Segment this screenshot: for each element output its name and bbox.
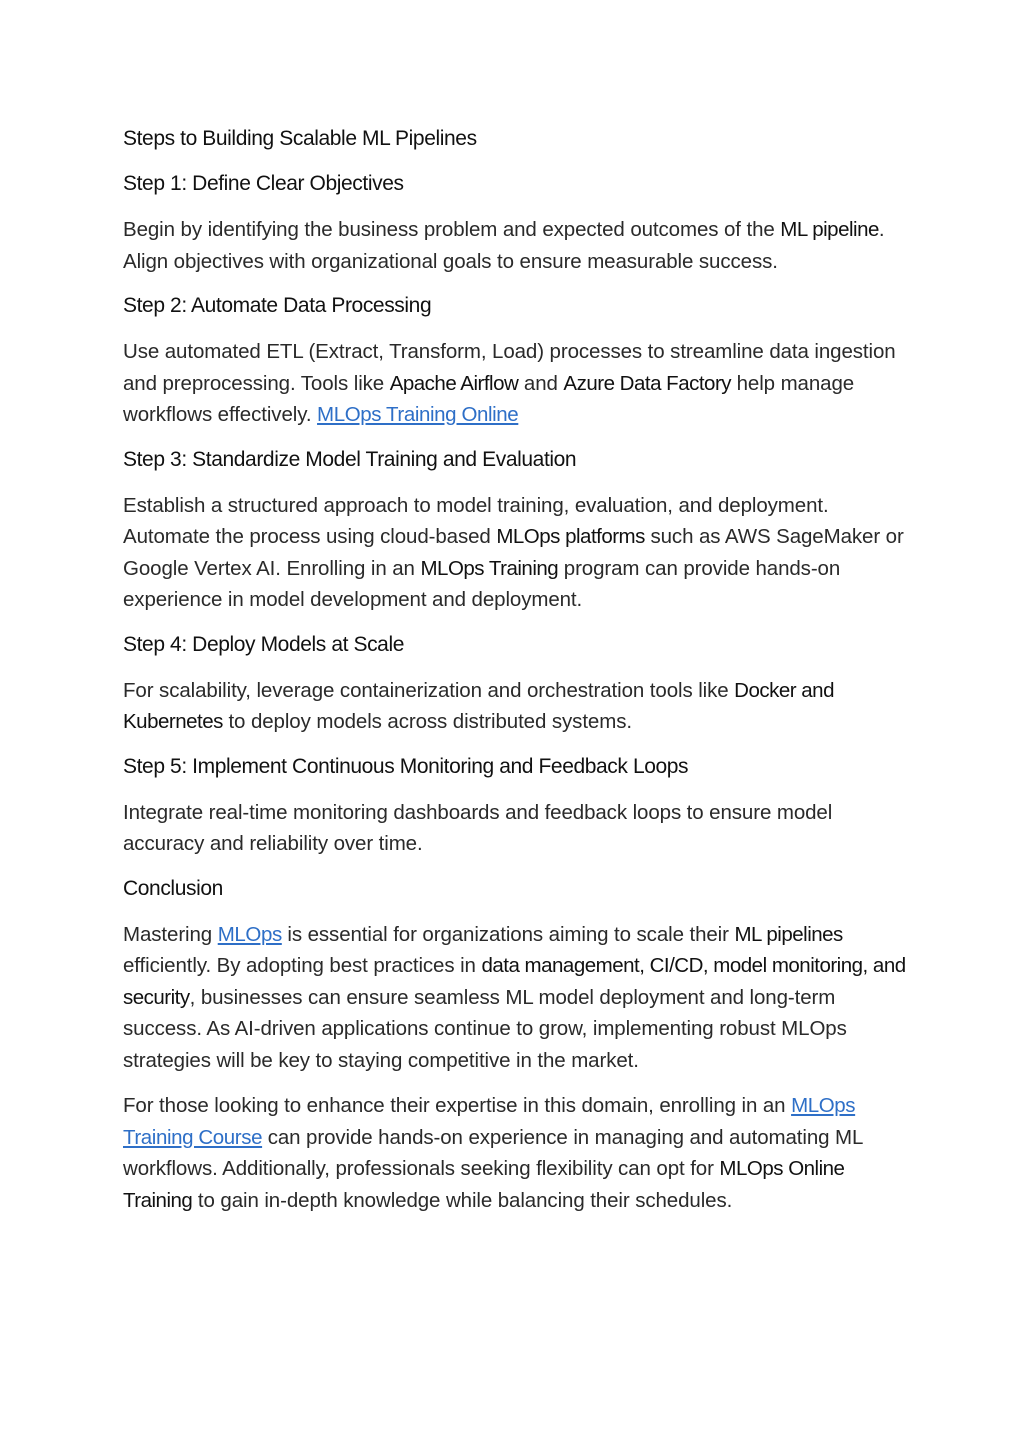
step-4-heading: Step 4: Deploy Models at Scale	[123, 632, 404, 656]
conclusion-emphasis-best-practices: data management, CI/CD, model monitoring, and security	[123, 954, 906, 1009]
step-1-text-b: . Align objectives with organizational goals to ensure measurable success.	[123, 218, 885, 273]
step-1-emphasis-ml-pipeline: ML pipeline	[780, 218, 879, 241]
step-3-text-a: Establish a structured approach to model training, evaluation, and deployment. Automate the process using cloud-based	[123, 493, 829, 548]
mlops-training-online-link[interactable]: MLOps Training Online	[317, 403, 519, 426]
step-2-text-c: help manage workflows effectively.	[123, 371, 855, 426]
conclusion2-text-a: For those looking to enhance their expertise in this domain, enrolling in an	[123, 1094, 792, 1117]
step-3-heading: Step 3: Standardize Model Training and Evaluation	[123, 447, 577, 471]
step-5-heading: Step 5: Implement Continuous Monitoring and Feedback Loops	[123, 754, 689, 778]
step-4-text-a: For scalability, leverage containerization and orchestration tools like	[123, 678, 735, 702]
document-title: Steps to Building Scalable ML Pipelines	[123, 127, 477, 150]
step-2-text-b: and	[518, 371, 564, 395]
step-4-text-b: to deploy models across distributed systems.	[222, 710, 632, 733]
step-2-text-a: Use automated ETL (Extract, Transform, Load) processes to streamline data ingestion and preprocessing. Tools like	[123, 340, 896, 395]
conclusion2-text-c: to gain in-depth knowledge while balancing their schedules.	[192, 1188, 733, 1212]
conclusion-paragraph-1	[123, 919, 913, 1077]
step-1-paragraph	[123, 214, 913, 277]
step-2-heading: Step 2: Automate Data Processing	[123, 294, 432, 317]
conclusion-text-d: , businesses can ensure seamless ML model deployment and long-term success. As AI-driven applications continue to grow, implementing robust MLOps strategies will be key to staying competitive in the market.	[123, 985, 847, 1072]
conclusion-text-a: Mastering	[123, 922, 218, 946]
step-3-paragraph	[123, 490, 913, 616]
conclusion-emphasis-mlops-online-training: MLOps Online Training	[123, 1157, 845, 1212]
conclusion-heading: Conclusion	[123, 876, 223, 900]
step-3-emphasis-mlops-platforms: MLOps platforms	[496, 525, 645, 548]
conclusion-text-b: is essential for organizations aiming to scale their	[281, 922, 735, 946]
document-page	[123, 124, 913, 1230]
step-1-text-a: Begin by identifying the business problem and expected outcomes of the	[123, 218, 781, 241]
conclusion-text-c: efficiently. By adopting best practices in	[123, 954, 482, 977]
step-3-text-c: program can provide hands-on experience in model development and deployment.	[123, 556, 841, 611]
step-3-text-b: such as AWS SageMaker or Google Vertex AI. Enrolling in an	[123, 525, 904, 580]
conclusion-paragraph-2	[123, 1090, 913, 1216]
step-1-heading: Step 1: Define Clear Objectives	[123, 172, 404, 195]
step-5-paragraph: Integrate real-time monitoring dashboards and feedback loops to ensure model accuracy and reliability over time.	[123, 800, 833, 855]
conclusion-emphasis-ml-pipelines: ML pipelines	[734, 922, 843, 946]
step-3-emphasis-mlops-training: MLOps Training	[420, 556, 559, 580]
mlops-training-course-link[interactable]: MLOps Training Course	[123, 1094, 856, 1149]
conclusion2-text-b: can provide hands-on experience in managing and automating ML workflows. Additionally, professionals seeking flexibility can opt for	[123, 1125, 863, 1180]
step-4-emphasis-docker-kubernetes: Docker and Kubernetes	[123, 678, 834, 733]
step-2-emphasis-apache-airflow: Apache Airflow	[389, 371, 519, 395]
step-2-paragraph	[123, 336, 913, 431]
mlops-link[interactable]: MLOps	[217, 922, 282, 946]
step-4-paragraph	[123, 675, 913, 738]
step-2-emphasis-azure-data-factory: Azure Data Factory	[563, 371, 732, 395]
